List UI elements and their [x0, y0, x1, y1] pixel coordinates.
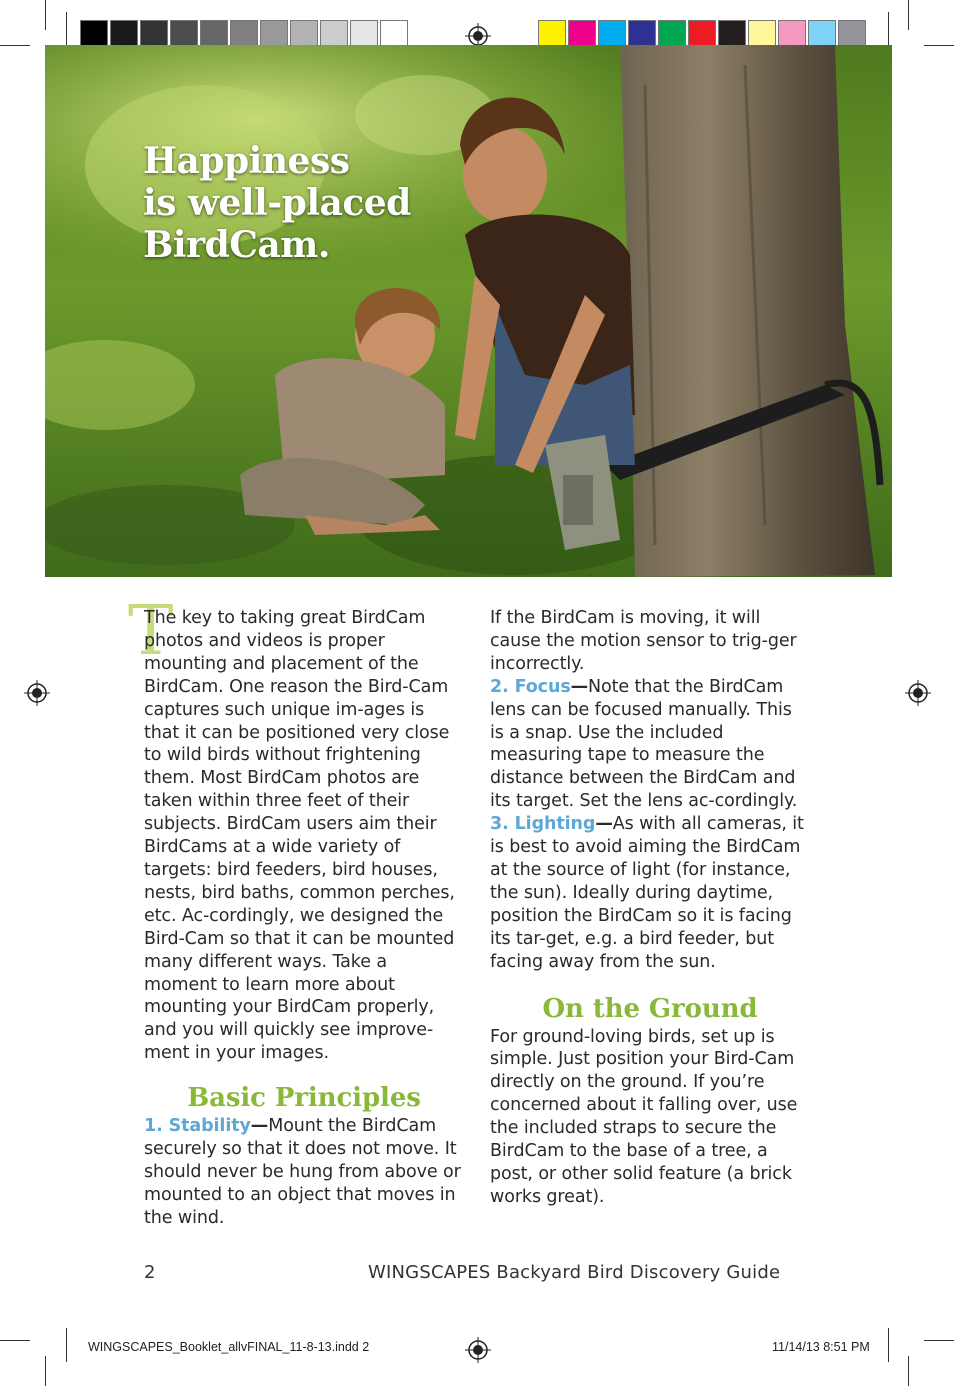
crop-mark — [45, 1356, 46, 1386]
principle-label: 3. Lighting — [490, 814, 596, 835]
color-swatch — [260, 20, 288, 48]
principle-stability — [144, 1115, 464, 1230]
section-heading-basic-principles: Basic Principles — [187, 1083, 421, 1114]
drop-cap: T — [128, 592, 174, 671]
headline-line-2: is well-placed — [143, 182, 411, 224]
color-swatch — [170, 20, 198, 48]
em-dash: — — [570, 676, 589, 697]
crop-mark — [0, 1340, 30, 1341]
principle-focus — [490, 676, 810, 813]
principle-stability-continued: If the BirdCam is moving, it will cause the motion sensor to trig-ger incorrectly. — [490, 608, 797, 674]
headline-line-1: Happiness — [143, 140, 350, 182]
color-swatch — [628, 20, 656, 48]
slug-filename: WINGSCAPES_Booklet_allvFINAL_11-8-13.indd 2 — [88, 1340, 370, 1354]
crop-mark — [908, 0, 909, 30]
color-swatch — [200, 20, 228, 48]
photo-illustration — [45, 45, 892, 577]
color-swatch — [350, 20, 378, 48]
color-swatch — [688, 20, 716, 48]
principle-label: 2. Focus — [490, 676, 571, 697]
running-footer-title: WINGSCAPES Backyard Bird Discovery Guide — [368, 1262, 781, 1283]
crop-mark — [45, 0, 46, 30]
principle-text: Note that the BirdCam lens can be focused manually. This is a snap. Use the included measuring tape to measure the distance between the BirdCam and its target. Set the lens ac-cordingly. — [490, 676, 798, 812]
section-heading-on-the-ground: On the Ground — [542, 993, 758, 1024]
color-swatch — [778, 20, 806, 48]
slug-frame-line — [888, 1328, 889, 1362]
color-swatch — [598, 20, 626, 48]
color-swatch — [568, 20, 596, 48]
crop-mark — [924, 45, 954, 46]
color-swatch — [838, 20, 866, 48]
color-swatch — [80, 20, 108, 48]
color-swatch — [718, 20, 746, 48]
registration-mark-icon — [24, 680, 50, 706]
registration-mark-icon — [905, 680, 931, 706]
em-dash: — — [595, 814, 613, 835]
color-swatch — [230, 20, 258, 48]
principle-text: As with all cameras, it is best to avoid aiming the BirdCam at the source of light (for instance, the sun). Ideally during daytime, position the BirdCam so it is facing its tar-get, e.g. a bird feeder, but facing away from the sun. — [490, 814, 804, 972]
color-swatch — [538, 20, 566, 48]
principle-label: 1. Stability — [144, 1116, 251, 1137]
headline-line-3: BirdCam. — [143, 224, 330, 266]
em-dash: — — [250, 1116, 269, 1137]
on-the-ground-paragraph: For ground-loving birds, set up is simple. Just position your Bird-Cam directly on the ground. If you’re concerned about it falling over, use the included straps to secure the BirdCam to the base of a tree, a post, or other solid feature (a brick works great). — [490, 1026, 798, 1207]
crop-mark — [908, 1356, 909, 1386]
slug-timestamp: 11/14/13 8:51 PM — [772, 1340, 870, 1354]
color-swatch — [320, 20, 348, 48]
color-swatch — [808, 20, 836, 48]
page-number: 2 — [144, 1262, 156, 1283]
color-swatch — [110, 20, 138, 48]
color-swatch — [140, 20, 168, 48]
crop-mark — [0, 45, 30, 46]
principle-lighting — [490, 813, 810, 973]
color-swatch — [658, 20, 686, 48]
right-column — [490, 607, 810, 1209]
left-column — [128, 592, 464, 1230]
registration-mark-icon — [465, 1337, 491, 1363]
color-swatch — [380, 20, 408, 48]
page-headline — [143, 140, 411, 266]
intro-paragraph: The key to taking great BirdCam photos and videos is proper mounting and placement of the BirdCam. One reason the Bird-Cam captures such unique im-ages is that it can be positioned very close to wild birds without frightening them. Most BirdCam photos are taken within three feet of their subjects. BirdCam users aim their BirdCams at a wide variety of targets: bird feeders, bird houses, nests, bird baths, common perches, etc. Ac-cordingly, we designed the Bird-Cam so that it can be mounted many different ways. Take a moment to learn more about mounting your BirdCam properly, and you will quickly see improve-ment in your images. — [144, 608, 455, 1064]
color-swatch — [290, 20, 318, 48]
color-swatch — [748, 20, 776, 48]
crop-mark — [924, 1340, 954, 1341]
hero-photo — [45, 45, 892, 577]
slug-frame-line — [66, 1328, 67, 1362]
principle-text: Mount the BirdCam securely so that it does not move. It should never be hung from above or mounted to an object that moves in the wind. — [144, 1116, 461, 1228]
